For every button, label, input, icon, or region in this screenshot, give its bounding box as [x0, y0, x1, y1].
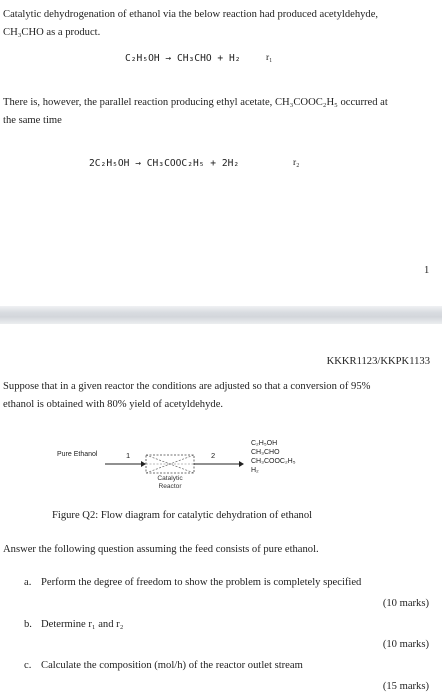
question-a-text: Perform the degree of freedom to show the problem is completely specified — [41, 577, 362, 588]
outlet-component: H₂ — [251, 467, 259, 474]
outlet-component: C₂H₅OH — [251, 440, 278, 447]
reaction-2-rate: r₂ — [293, 158, 300, 168]
question-a-label: a. — [24, 577, 32, 588]
figure-caption: Figure Q2: Flow diagram for catalytic dehydration of ethanol — [52, 510, 313, 521]
feed-arrow-head — [141, 461, 146, 467]
parallel-reaction-paragraph — [3, 94, 439, 130]
stream-1-label: 1 — [126, 451, 131, 460]
reactor-label-line-1: Catalytic — [157, 475, 183, 482]
question-c-text: Calculate the composition (mol/h) of the reactor outlet stream — [41, 660, 303, 671]
reaction-1-rate: r₁ — [266, 53, 273, 63]
outlet-arrow-head — [239, 461, 244, 467]
intro-line-2: CH₃CHO as a product. — [3, 27, 101, 38]
question-a-marks: (10 marks) — [382, 598, 429, 609]
question-b-label: b. — [24, 619, 32, 630]
header-code: KKKR1123/KKPK1133 — [326, 356, 430, 367]
question-c-marks: (15 marks) — [382, 681, 429, 692]
question-b-marks: (10 marks) — [382, 639, 429, 650]
condition-paragraph — [3, 378, 439, 414]
parallel-line-2: the same time — [3, 115, 62, 126]
intro-line-1: Catalytic dehydrogenation of ethanol via the below reaction had produced acetyldehyde, — [3, 9, 379, 20]
feed-label: Pure Ethanol — [57, 451, 98, 458]
stream-2-label: 2 — [211, 451, 216, 460]
outlet-components — [251, 439, 296, 475]
question-c-label: c. — [24, 660, 32, 671]
reactor-label-line-2: Reactor — [158, 483, 182, 490]
flow-diagram — [40, 438, 340, 500]
question-b-text: Determine r₁ and r₂ — [41, 619, 124, 630]
condition-line-1: Suppose that in a given reactor the conditions are adjusted so that a conversion of 95% — [3, 381, 371, 392]
reaction-2-equation: 2C₂H₅OH → CH₃COOC₂H₅ + 2H₂ — [89, 158, 240, 169]
outlet-component: CH₃CHO — [251, 449, 280, 456]
parallel-line-1: There is, however, the parallel reaction producing ethyl acetate, CH₃COOC₂H₅ occurred at — [3, 97, 388, 108]
outlet-component: CH₃COOC₂H₅ — [251, 458, 296, 465]
reaction-1-equation: C₂H₅OH → CH₃CHO + H₂ — [125, 53, 241, 64]
condition-line-2: ethanol is obtained with 80% yield of acetyldehyde. — [3, 399, 224, 410]
instruction-text: Answer the following question assuming the feed consists of pure ethanol. — [3, 544, 319, 555]
reactor-label — [146, 475, 194, 491]
intro-paragraph — [3, 6, 439, 42]
page-number: 1 — [424, 265, 430, 276]
page-separator — [0, 306, 442, 324]
